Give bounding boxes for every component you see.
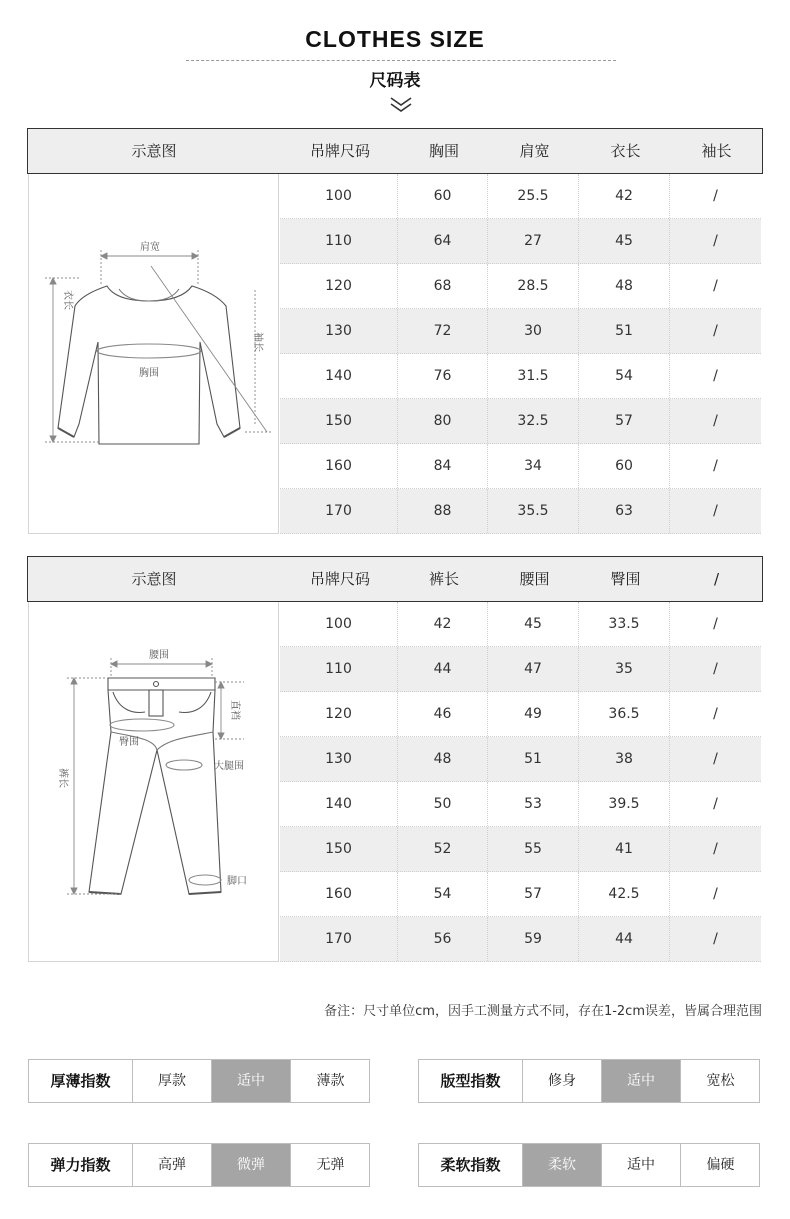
table-row xyxy=(280,264,761,309)
table-row xyxy=(280,309,761,354)
table-cell: / xyxy=(713,931,718,947)
elasticity-index xyxy=(28,1143,370,1187)
table-cell: / xyxy=(713,413,718,429)
pants-diagram xyxy=(28,602,279,962)
table-cell: 57 xyxy=(579,399,670,443)
table-row xyxy=(280,219,761,264)
table-cell: / xyxy=(713,751,718,767)
pants-illustration xyxy=(29,602,278,960)
header-sleeve: 袖长 xyxy=(701,142,732,160)
table-cell: 51 xyxy=(579,309,670,353)
index-label: 柔软指数 xyxy=(419,1144,523,1186)
table-row xyxy=(280,872,761,917)
table-cell: 84 xyxy=(398,444,488,488)
table-cell: / xyxy=(713,188,718,204)
size-note: 备注：尺寸单位cm，因手工测量方式不同，存在1-2cm误差，皆属合理范围 xyxy=(324,1004,762,1019)
label-chest: 胸围 xyxy=(139,368,159,379)
table-cell: 120 xyxy=(280,264,398,308)
table-cell: 110 xyxy=(280,219,398,263)
table-cell: 33.5 xyxy=(579,602,670,646)
index-option: 适中 xyxy=(212,1060,291,1102)
table-cell: 31.5 xyxy=(488,354,579,398)
table-cell: 54 xyxy=(398,872,488,916)
table-cell: 68 xyxy=(398,264,488,308)
shirt-diagram xyxy=(28,174,279,534)
index-option: 薄款 xyxy=(316,1073,345,1089)
table-cell: 160 xyxy=(280,872,398,916)
label-hem: 脚口 xyxy=(227,876,247,887)
table-cell: 44 xyxy=(398,647,488,691)
label-pant-length: 裤长 xyxy=(57,768,68,788)
table-cell: 120 xyxy=(280,692,398,736)
table-row xyxy=(280,827,761,872)
table-cell: / xyxy=(713,368,718,384)
table-cell: / xyxy=(713,706,718,722)
page-title: CLOTHES SIZE xyxy=(305,26,485,52)
label-rise: 直裆 xyxy=(229,700,240,720)
table-cell: / xyxy=(713,841,718,857)
table-cell: 41 xyxy=(579,827,670,871)
table-cell: 38 xyxy=(579,737,670,781)
table-row xyxy=(280,782,761,827)
table-cell: 35 xyxy=(579,647,670,691)
index-option: 高弹 xyxy=(133,1144,212,1186)
table-cell: / xyxy=(713,796,718,812)
header-hip: 臀围 xyxy=(610,570,641,588)
table-row xyxy=(280,489,761,534)
table-cell: 42 xyxy=(579,174,670,218)
table-cell: 54 xyxy=(579,354,670,398)
index-option: 宽松 xyxy=(706,1073,735,1089)
table-row xyxy=(280,354,761,399)
table-cell: 72 xyxy=(398,309,488,353)
header-size: 吊牌尺码 xyxy=(309,142,370,160)
table-cell: 88 xyxy=(398,489,488,533)
index-option: 柔软 xyxy=(523,1144,602,1186)
header-shoulder: 肩宽 xyxy=(519,142,550,160)
table-cell: / xyxy=(713,278,718,294)
chevron-down-icon xyxy=(389,96,413,114)
table-row xyxy=(280,917,761,962)
header-length: 衣长 xyxy=(610,142,641,160)
table-cell: 45 xyxy=(488,602,579,646)
header-waist: 腰围 xyxy=(519,570,550,588)
table-row xyxy=(280,399,761,444)
table-header xyxy=(27,128,763,174)
table-cell: / xyxy=(713,323,718,339)
index-option: 厚款 xyxy=(133,1060,212,1102)
table-cell: 59 xyxy=(488,917,579,961)
table-cell: 48 xyxy=(398,737,488,781)
table-cell: 130 xyxy=(280,737,398,781)
header-diagram: 示意图 xyxy=(131,142,177,160)
table-cell: 42.5 xyxy=(579,872,670,916)
page-subtitle: 尺码表 xyxy=(369,71,421,91)
label-thigh: 大腿围 xyxy=(214,761,244,772)
index-option: 适中 xyxy=(602,1144,681,1186)
softness-index xyxy=(418,1143,760,1187)
index-option: 无弹 xyxy=(316,1157,345,1173)
shirt-illustration xyxy=(29,174,278,532)
table-cell: / xyxy=(713,661,718,677)
table-cell: 60 xyxy=(398,174,488,218)
table-row xyxy=(280,444,761,489)
fit-index xyxy=(418,1059,760,1103)
index-option: 适中 xyxy=(602,1060,681,1102)
table-cell: 25.5 xyxy=(488,174,579,218)
table-row xyxy=(280,737,761,782)
table-cell: 170 xyxy=(280,489,398,533)
table-cell: 50 xyxy=(398,782,488,826)
table-cell: 140 xyxy=(280,782,398,826)
table-cell: 30 xyxy=(488,309,579,353)
table-cell: / xyxy=(713,233,718,249)
index-option: 偏硬 xyxy=(706,1157,735,1173)
table-cell: 53 xyxy=(488,782,579,826)
table-row xyxy=(280,647,761,692)
table-cell: 42 xyxy=(398,602,488,646)
table-cell: 39.5 xyxy=(579,782,670,826)
thickness-index xyxy=(28,1059,370,1103)
header-size: 吊牌尺码 xyxy=(309,570,370,588)
table-cell: 170 xyxy=(280,917,398,961)
table-cell: 49 xyxy=(488,692,579,736)
table-cell: 130 xyxy=(280,309,398,353)
table-cell: 46 xyxy=(398,692,488,736)
table-cell: 76 xyxy=(398,354,488,398)
index-option: 微弹 xyxy=(212,1144,291,1186)
index-option: 修身 xyxy=(523,1060,602,1102)
table-cell: 100 xyxy=(280,174,398,218)
table-cell: 110 xyxy=(280,647,398,691)
label-sleeve: 袖长 xyxy=(252,332,263,352)
table-cell: 28.5 xyxy=(488,264,579,308)
table-cell: 150 xyxy=(280,827,398,871)
table-cell: 52 xyxy=(398,827,488,871)
table-cell: 47 xyxy=(488,647,579,691)
table-cell: 80 xyxy=(398,399,488,443)
header-empty: / xyxy=(713,570,720,588)
header-pant-length: 裤长 xyxy=(428,570,459,588)
table-row xyxy=(280,174,761,219)
table-header xyxy=(27,556,763,602)
table-cell: 45 xyxy=(579,219,670,263)
table-cell: 27 xyxy=(488,219,579,263)
table-cell: / xyxy=(713,886,718,902)
table-cell: 48 xyxy=(579,264,670,308)
header-diagram: 示意图 xyxy=(131,570,177,588)
label-waist: 腰围 xyxy=(149,650,169,661)
table-cell: 56 xyxy=(398,917,488,961)
table-cell: / xyxy=(713,503,718,519)
table-cell: 34 xyxy=(488,444,579,488)
table-cell: 51 xyxy=(488,737,579,781)
label-length: 衣长 xyxy=(62,290,73,310)
index-label: 厚薄指数 xyxy=(29,1060,133,1102)
table-cell: 100 xyxy=(280,602,398,646)
table-cell: 60 xyxy=(579,444,670,488)
table-cell: 55 xyxy=(488,827,579,871)
table-cell: 63 xyxy=(579,489,670,533)
table-cell: 44 xyxy=(579,917,670,961)
table-cell: 32.5 xyxy=(488,399,579,443)
table-cell: / xyxy=(713,458,718,474)
table-cell: 140 xyxy=(280,354,398,398)
table-cell: 64 xyxy=(398,219,488,263)
table-cell: / xyxy=(713,616,718,632)
table-row xyxy=(280,602,761,647)
table-cell: 150 xyxy=(280,399,398,443)
table-cell: 36.5 xyxy=(579,692,670,736)
table-cell: 35.5 xyxy=(488,489,579,533)
table-cell: 57 xyxy=(488,872,579,916)
title-divider xyxy=(186,60,616,61)
index-label: 弹力指数 xyxy=(29,1144,133,1186)
table-row xyxy=(280,692,761,737)
label-shoulder: 肩宽 xyxy=(140,242,160,253)
table-cell: 160 xyxy=(280,444,398,488)
header-chest: 胸围 xyxy=(428,142,459,160)
label-hip: 臀围 xyxy=(119,737,139,748)
index-label: 版型指数 xyxy=(419,1060,523,1102)
